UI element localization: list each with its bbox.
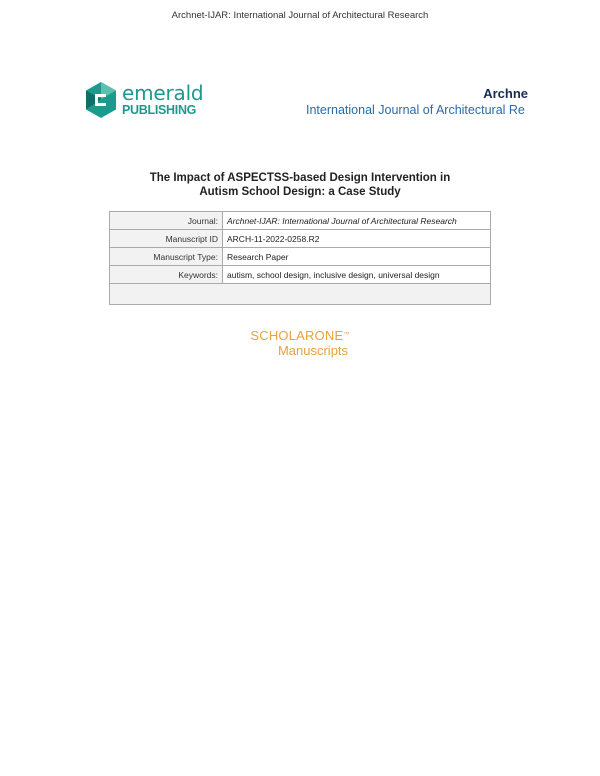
- empty-cell: [110, 284, 491, 305]
- manuscripts-wordmark: Manuscripts: [277, 343, 349, 358]
- scholarone-logo: [0, 328, 600, 358]
- emerald-publishing-logo: [84, 80, 203, 120]
- keywords-value: autism, school design, inclusive design, universal design: [223, 266, 491, 284]
- trademark-symbol: ™: [343, 332, 350, 338]
- emerald-logo-icon: [84, 81, 118, 119]
- manuscript-id-value: ARCH-11-2022-0258.R2: [223, 230, 491, 248]
- scholarone-wordmark: SCHOLARONE: [250, 328, 344, 343]
- paper-title-line-1: The Impact of ASPECTSS-based Design Intervention in: [149, 172, 451, 184]
- journal-label: Journal:: [110, 212, 223, 230]
- journal-value: Archnet-IJAR: International Journal of Architectural Research: [223, 212, 491, 230]
- manuscript-type-label: Manuscript Type:: [110, 248, 223, 266]
- journal-banner-full: International Journal of Architectural Re: [306, 103, 525, 117]
- manuscript-type-value: Research Paper: [223, 248, 491, 266]
- table-row-empty: [110, 284, 491, 305]
- table-row: [110, 212, 491, 230]
- keywords-label: Keywords:: [110, 266, 223, 284]
- running-header: Archnet-IJAR: International Journal of Architectural Research: [171, 10, 429, 21]
- paper-title-line-2: Autism School Design: a Case Study: [199, 186, 401, 198]
- paper-title: [0, 171, 600, 199]
- logo-wordmark-emerald: emerald: [122, 81, 204, 106]
- table-row: [110, 230, 491, 248]
- table-row: [110, 248, 491, 266]
- table-row: [110, 266, 491, 284]
- journal-banner: [290, 86, 528, 117]
- manuscript-id-label: Manuscript ID: [110, 230, 223, 248]
- logo-wordmark-publishing: PUBLISHING: [122, 103, 197, 118]
- manuscript-metadata-table: [109, 211, 491, 305]
- journal-banner-short: Archne: [483, 86, 528, 101]
